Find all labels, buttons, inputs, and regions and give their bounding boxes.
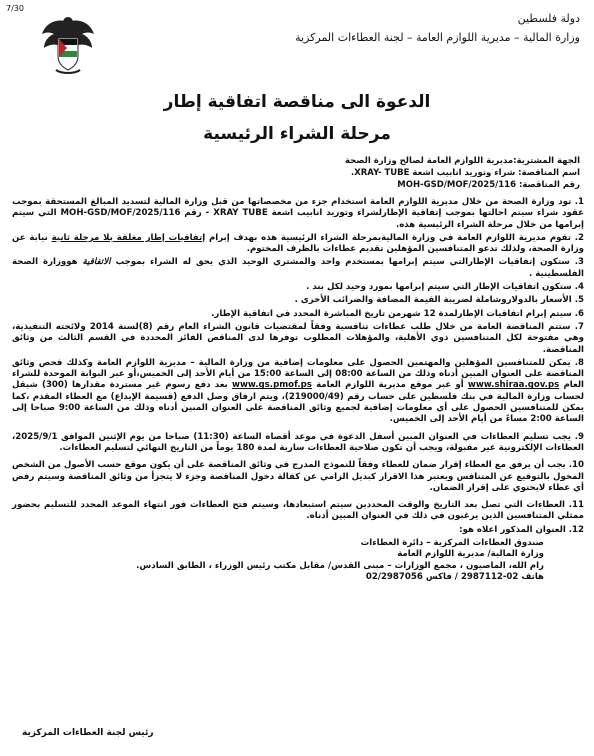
page-number: 7/30	[6, 4, 24, 13]
clause-text: سيتم إبرام اتفاقيات الإطارلمدة 12 شهرمن تاريخ المباشرة المحدد في اتفاقية الإطار.	[211, 308, 572, 319]
clause-text: يجب أن يرفق مع العطاء إقرار ضمان للعطاء وفقاً للنموذج المدرج في وثائق المناقصة على أن يكون موقع حسب الأصول من الشخص المخول بالتوقيع عن المتنافس ويعتبر هذا الاقرار كبديل الزامي عن كفالة دخول المناقصة وجزء لا يتجزأ من وثائق المناقصة وسيتم رفض أي عطاء لايحتوي على إقرار الضمان.	[12, 460, 584, 493]
clause-number: 10	[572, 460, 585, 471]
clause-text-end: نيابة عن وزارة الصحة، ولذلك تدعو المتنافسين المؤهلين تقديم عطاءات بالظرف المختوم.	[12, 232, 584, 255]
address-block	[12, 538, 584, 583]
clause-text: ستتم المناقصة العامة من خلال طلب عطاءات تنافسية وفقاً لمقتضيات قانون الشراء العام رقم (8)لسنة 2014 ولائحته التنفيذية، وهي مفتوحة لكل المتنافسين ذوي الأهلية، والمؤهلات المطلوب توفرها لدى المناقص الفائز المحددة في القسم الثالث من وثائق المناقصة.	[12, 321, 584, 355]
tender-number: MOH-GSD/MOF/2025/116	[397, 180, 516, 190]
address-line-3: رام الله، الماصيون ، مجمع الوزارات – مبنى القدس/ مقابل مكتب رئيس الوزراء ، الطابق السادس.	[136, 560, 544, 571]
clause-9: 9. يجب تسليم العطاءات في العنوان المبين أسفل الدعوة في موعد أقصاه الساعة (11:30) صباحا من يوم الإثنين الموافق 2025/9/1، العطاءات الإلكترونية غير مقبولة، ويجب أن تكون صلاحية العطاءات سارية لمدة 180 يوماً من التاريخ النهائي لتسليم العطاءات.	[12, 431, 584, 453]
clause-number: 11	[572, 500, 584, 511]
clause-11: 11. العطاءات التي تصل بعد التاريخ والوقت المحددين سيتم استبعادها، وسيتم فتح العطاءات فور انتهاء الموعد المحدد للتسليم بحضور ممثلي المتنافسين الذين يرغبون في ذلك في العنوان المبين أدناه.	[12, 500, 584, 522]
palestine-emblem-icon	[36, 12, 100, 78]
clause-1: 1. تود وزارة الصحة من خلال مديرية اللوازم العامة استخدام جزء من مخصصاتها من قبل وزارة المالية لتسديد المبالغ المستحقة بموجب عقود شراء سيتم احالتها بموجب إتفاقية الإطارلشراء وتوريد انابيب اشعة XRAY TUBE - رقم MOH-GSD/MOF/2025/116 التي سيتم إبرامها من خلال مرحلة الشراء الرئيسية هذه.	[12, 197, 584, 230]
clause-2: 2. تقوم مديرية اللوازم العامة في وزارة الماليةبمرحلة الشراء الرئيسية هذه بهدف إبرام إتفاقيات إطار مغلقة بلا مرحلة ثانية نيابة عن وزارة الصحة، ولذلك تدعو المتنافسين المؤهلين تقديم عطاءات بالظرف المختوم.	[12, 232, 584, 255]
clause-text: العنوان المذكور اعلاه هو:	[459, 524, 566, 535]
buyer-line: الجهة المشترية:مديرية اللوازم العامة لصالح وزارة الصحة	[345, 156, 580, 166]
clause-number: 4	[578, 282, 584, 293]
clause-italic: الاتفاقية	[82, 257, 111, 268]
clause-4: 4. ستكون اتفاقيات الإطار التي سيتم إبرامها بمورد وحيد لكل بند .	[306, 282, 584, 293]
clause-number: 2	[578, 232, 584, 243]
clause-5: 5. الأسعار بالدولاروشاملة لضريبة القيمة المضافة والضرائب الأخرى .	[294, 295, 584, 306]
shiraa-link[interactable]: www.shiraa.gov.ps	[467, 380, 560, 391]
clause-number: 1	[578, 197, 584, 207]
clause-underlined: إتفاقيات إطار مغلقة بلا مرحلة ثانية	[51, 232, 206, 243]
document-title	[0, 89, 594, 147]
state-name: دولة فلسطين	[517, 12, 580, 25]
clause-number: 3	[578, 257, 584, 268]
clause-text: تود وزارة الصحة من خلال مديرية اللوازم العامة استخدام جزء من مخصصاتها من قبل وزارة المالية لتسديد المبالغ المستحقة بموجب عقود شراء سيتم احالتها بموجب إتفاقية الإطارلشراء وتوريد انابيب اشعة XRAY TUBE - رقم	[12, 197, 584, 219]
clause-7: 7. ستتم المناقصة العامة من خلال طلب عطاءات تنافسية وفقاً لمقتضيات قانون الشراء العام رقم (8)لسنة 2014 ولائحته التنفيذية، وهي مفتوحة لكل المتنافسين ذوي الأهلية، والمؤهلات المطلوب توفرها لدى المناقص الفائز المحددة في القسم الثالث من وثائق المناقصة.	[12, 321, 584, 355]
clause-number: 12	[572, 524, 584, 535]
clause-8: 8. يمكن للمتنافسين المؤهلين والمهتمين الحصول على معلومات إضافية من وزارة المالية – مديرية اللوازم العامة وكذلك فحص وثائق المناقصة على العنوان المبين أدناه وذلك من الساعة 08:00 إلى الساعة 15:00 من أيام الأحد إلى الخميس،أو عبر البوابة الموحدة للشراء العام www.shiraa.gov.ps أو عبر موقع مديرية اللوازم العامة www.gs.pmof.ps بعد دفع رسوم غير مستردة مقدارها (300) شيقل لحساب وزارة المالية في بنك فلسطين على حساب رقم (219000/49)، ويتم ارفاق وصل الدفع (قسيمة الإيداع) مع العطاء المقدم ،كما يمكن للمتنافسين الحصول على أي معلومات إضافية لجميع وثائق المناقصة على العنوان المبين أدناه وذلك من الساعة 9:00 صباحا إلى الساعة 2:00 مساءً من أيام الأحد إلى الخميس.	[12, 357, 584, 425]
title-line-1: الدعوة الى مناقصة اتفاقية إطار	[163, 92, 431, 112]
clause-text: يمكن للمتنافسين المؤهلين والمهتمين الحصول على معلومات إضافية من وزارة المالية – مديرية اللوازم العامة وكذلك فحص وثائق المناقصة على العنوان المبين أدناه وذلك من الساعة 08:00 إلى الساعة 15:00 من أيام الأحد إلى الخميس،أو عبر البوابة الموحدة للشراء العام	[12, 357, 584, 391]
clause-number: 7	[578, 321, 584, 332]
committee-signature: رئيس لجنة العطاءات المركزية	[22, 728, 154, 738]
clause-text-end: هووزارة الصحة الفلسطينية .	[12, 257, 584, 279]
clause-text: الأسعار بالدولاروشاملة لضريبة القيمة المضافة والضرائب الأخرى .	[294, 295, 572, 306]
tender-number-line	[220, 179, 580, 191]
address-line-1: صندوق العطاءات المركزية – دائرة العطاءات	[360, 538, 544, 549]
clause-text: تقوم مديرية اللوازم العامة في وزارة الماليةبمرحلة الشراء الرئيسية هذه بهدف إبرام	[205, 232, 571, 243]
tender-number-label: رقم المناقصة:	[518, 180, 580, 190]
clause-text: ستكون إتفاقيات الإطارالتي سيتم إبرامها بمستخدم واحد والمشتري الوحيد الذي يحق له الشراء بموجب	[110, 257, 570, 268]
clause-number: 6	[578, 308, 584, 319]
clause-6: 6. سيتم إبرام اتفاقيات الإطارلمدة 12 شهرمن تاريخ المباشرة المحدد في اتفاقية الإطار.	[211, 308, 584, 319]
clause-text: ستكون اتفاقيات الإطار التي سيتم إبرامها بمورد وحيد لكل بند .	[306, 282, 572, 293]
clause-text-end: بعد دفع رسوم غير مستردة مقدارها (300) شيقل لحساب وزارة المالية في بنك فلسطين على حساب رقم (219000/49)، ويتم ارفاق وصل الدفع (قسيمة الإيداع) مع العطاء المقدم ،كما يمكن للمتنافسين الحصول على أي معلومات إضافية لجميع وثائق المناقصة على العنوان المبين أدناه وذلك من الساعة 9:00 صباحا إلى الساعة 2:00 مساءً من أيام الأحد إلى الخميس.	[12, 380, 584, 425]
clause-text-mid: أو عبر موقع مديرية اللوازم العامة	[316, 380, 464, 391]
clause-10: 10. يجب أن يرفق مع العطاء إقرار ضمان للعطاء وفقاً للنموذج المدرج في وثائق المناقصة على أن يكون موقع حسب الأصول من الشخص المخول بالتوقيع عن المتنافس ويعتبر هذا الاقرار كبديل الزامي عن كفالة دخول المناقصة وجزء لا يتجزأ من وثائق المناقصة وسيتم رفض أي عطاء لايحتوي على إقرار الضمان.	[12, 460, 585, 493]
clause-12: 12. العنوان المذكور اعلاه هو:	[459, 524, 584, 535]
tender-name-line: اسم المناقصة: شراء وتوريد انابيب اشعة XRAY- TUBE.	[350, 168, 580, 178]
clause-text: يجب تسليم العطاءات في العنوان المبين أسفل الدعوة في موعد أقصاه الساعة (11:30) صباحا من يوم الإثنين الموافق 2025/9/1، العطاءات الإلكترونية غير مقبولة، ويجب أن تكون صلاحية العطاءات سارية لمدة 180 يوماً من التاريخ النهائي لتسليم العطاءات.	[12, 431, 584, 453]
letterhead	[295, 12, 580, 46]
tender-meta	[220, 155, 580, 191]
gs-pmof-link[interactable]: www.gs.pmof.ps	[232, 380, 312, 391]
address-line-2: وزارة المالية/ مديرية اللوازم العامة	[397, 549, 544, 560]
ministry-line: وزارة المالية – مديرية اللوازم العامة – لجنة العطاءات المركزية	[295, 31, 580, 44]
tender-ref: MOH-GSD/MOF/2025/116	[60, 208, 181, 219]
clause-number: 9	[578, 431, 584, 442]
tender-clauses	[12, 197, 584, 583]
address-line-4: هاتف 02-2987112 / فاكس 02/2987056	[365, 571, 544, 582]
clause-number: 5	[578, 295, 584, 306]
title-line-2: مرحلة الشراء الرئيسية	[203, 124, 391, 144]
clause-number: 8	[578, 357, 584, 368]
clause-3: 3. ستكون إتفاقيات الإطارالتي سيتم إبرامها بمستخدم واحد والمشتري الوحيد الذي يحق له الشراء بموجب الاتفاقية هووزارة الصحة الفلسطينية .	[12, 257, 584, 279]
clause-text-end: التي سيتم إبرامها من خلال مرحلة الشراء الرئيسية هذه.	[12, 208, 584, 230]
clause-text: العطاءات التي تصل بعد التاريخ والوقت المحددين سيتم استبعادها، وسيتم فتح العطاءات فور انتهاء الموعد المحدد للتسليم بحضور ممثلي المتنافسين الذين يرغبون في ذلك في العنوان المبين أدناه.	[12, 500, 584, 522]
